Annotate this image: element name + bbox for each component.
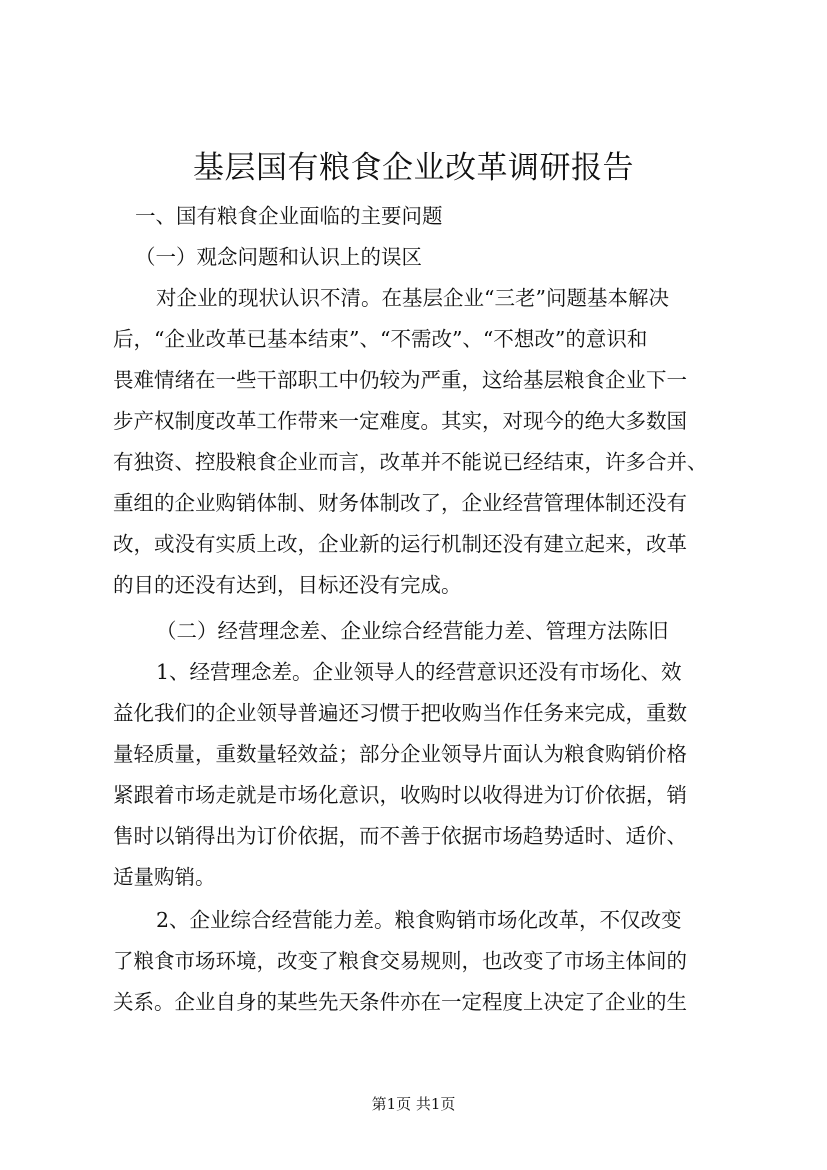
subsection-heading: （二）经营理念差、企业综合经营能力差、管理方法陈旧 (156, 619, 669, 643)
paragraph-line: 紧跟着市场走就是市场化意识，收购时以收得进为订价依据，销 (113, 783, 687, 807)
paragraph-line: 益化我们的企业领导普遍还习惯于把收购当作任务来完成，重数 (113, 701, 687, 725)
paragraph-line: 2、企业综合经营能力差。粮食购销市场化改革，不仅改变 (156, 908, 682, 932)
paragraph-line: 后，“企业改革已基本结束”、“不需改”、“不想改”的意识和 (113, 327, 648, 351)
paragraph-line: 重组的企业购销体制、财务体制改了，企业经营管理体制还没有 (113, 491, 687, 515)
paragraph-line: 了粮食市场环境，改变了粮食交易规则，也改变了市场主体间的 (113, 949, 687, 973)
paragraph-line: 量轻质量，重数量轻效益；部分企业领导片面认为粮食购销价格 (113, 742, 687, 766)
paragraph-line: 关系。企业自身的某些先天条件亦在一定程度上决定了企业的生 (113, 990, 687, 1014)
section-heading: 一、国有粮食企业面临的主要问题 (135, 204, 443, 228)
paragraph-line: 适量购销。 (113, 865, 216, 889)
subsection-heading: （一）观念问题和认识上的误区 (135, 245, 422, 269)
paragraph-line: 步产权制度改革工作带来一定难度。其实，对现今的绝大多数国 (113, 409, 687, 433)
paragraph-line: 售时以销得出为订价依据，而不善于依据市场趋势适时、适价、 (113, 824, 687, 848)
paragraph-line: 1、经营理念差。企业领导人的经营意识还没有市场化、效 (156, 660, 682, 684)
paragraph-line: 的目的还没有达到，目标还没有完成。 (113, 573, 462, 597)
page-number-footer: 第1页 共1页 (371, 1095, 456, 1113)
paragraph-line: 有独资、控股粮食企业而言，改革并不能说已经结束，许多合并、 (113, 450, 708, 474)
paragraph-line: 改，或没有实质上改，企业新的运行机制还没有建立起来，改革 (113, 532, 687, 556)
paragraph-line: 对企业的现状认识不清。在基层企业“三老”问题基本解决 (156, 286, 669, 310)
paragraph-line: 畏难情绪在一些干部职工中仍较为严重，这给基层粮食企业下一 (113, 368, 687, 392)
document-title: 基层国有粮食企业改革调研报告 (193, 150, 634, 186)
